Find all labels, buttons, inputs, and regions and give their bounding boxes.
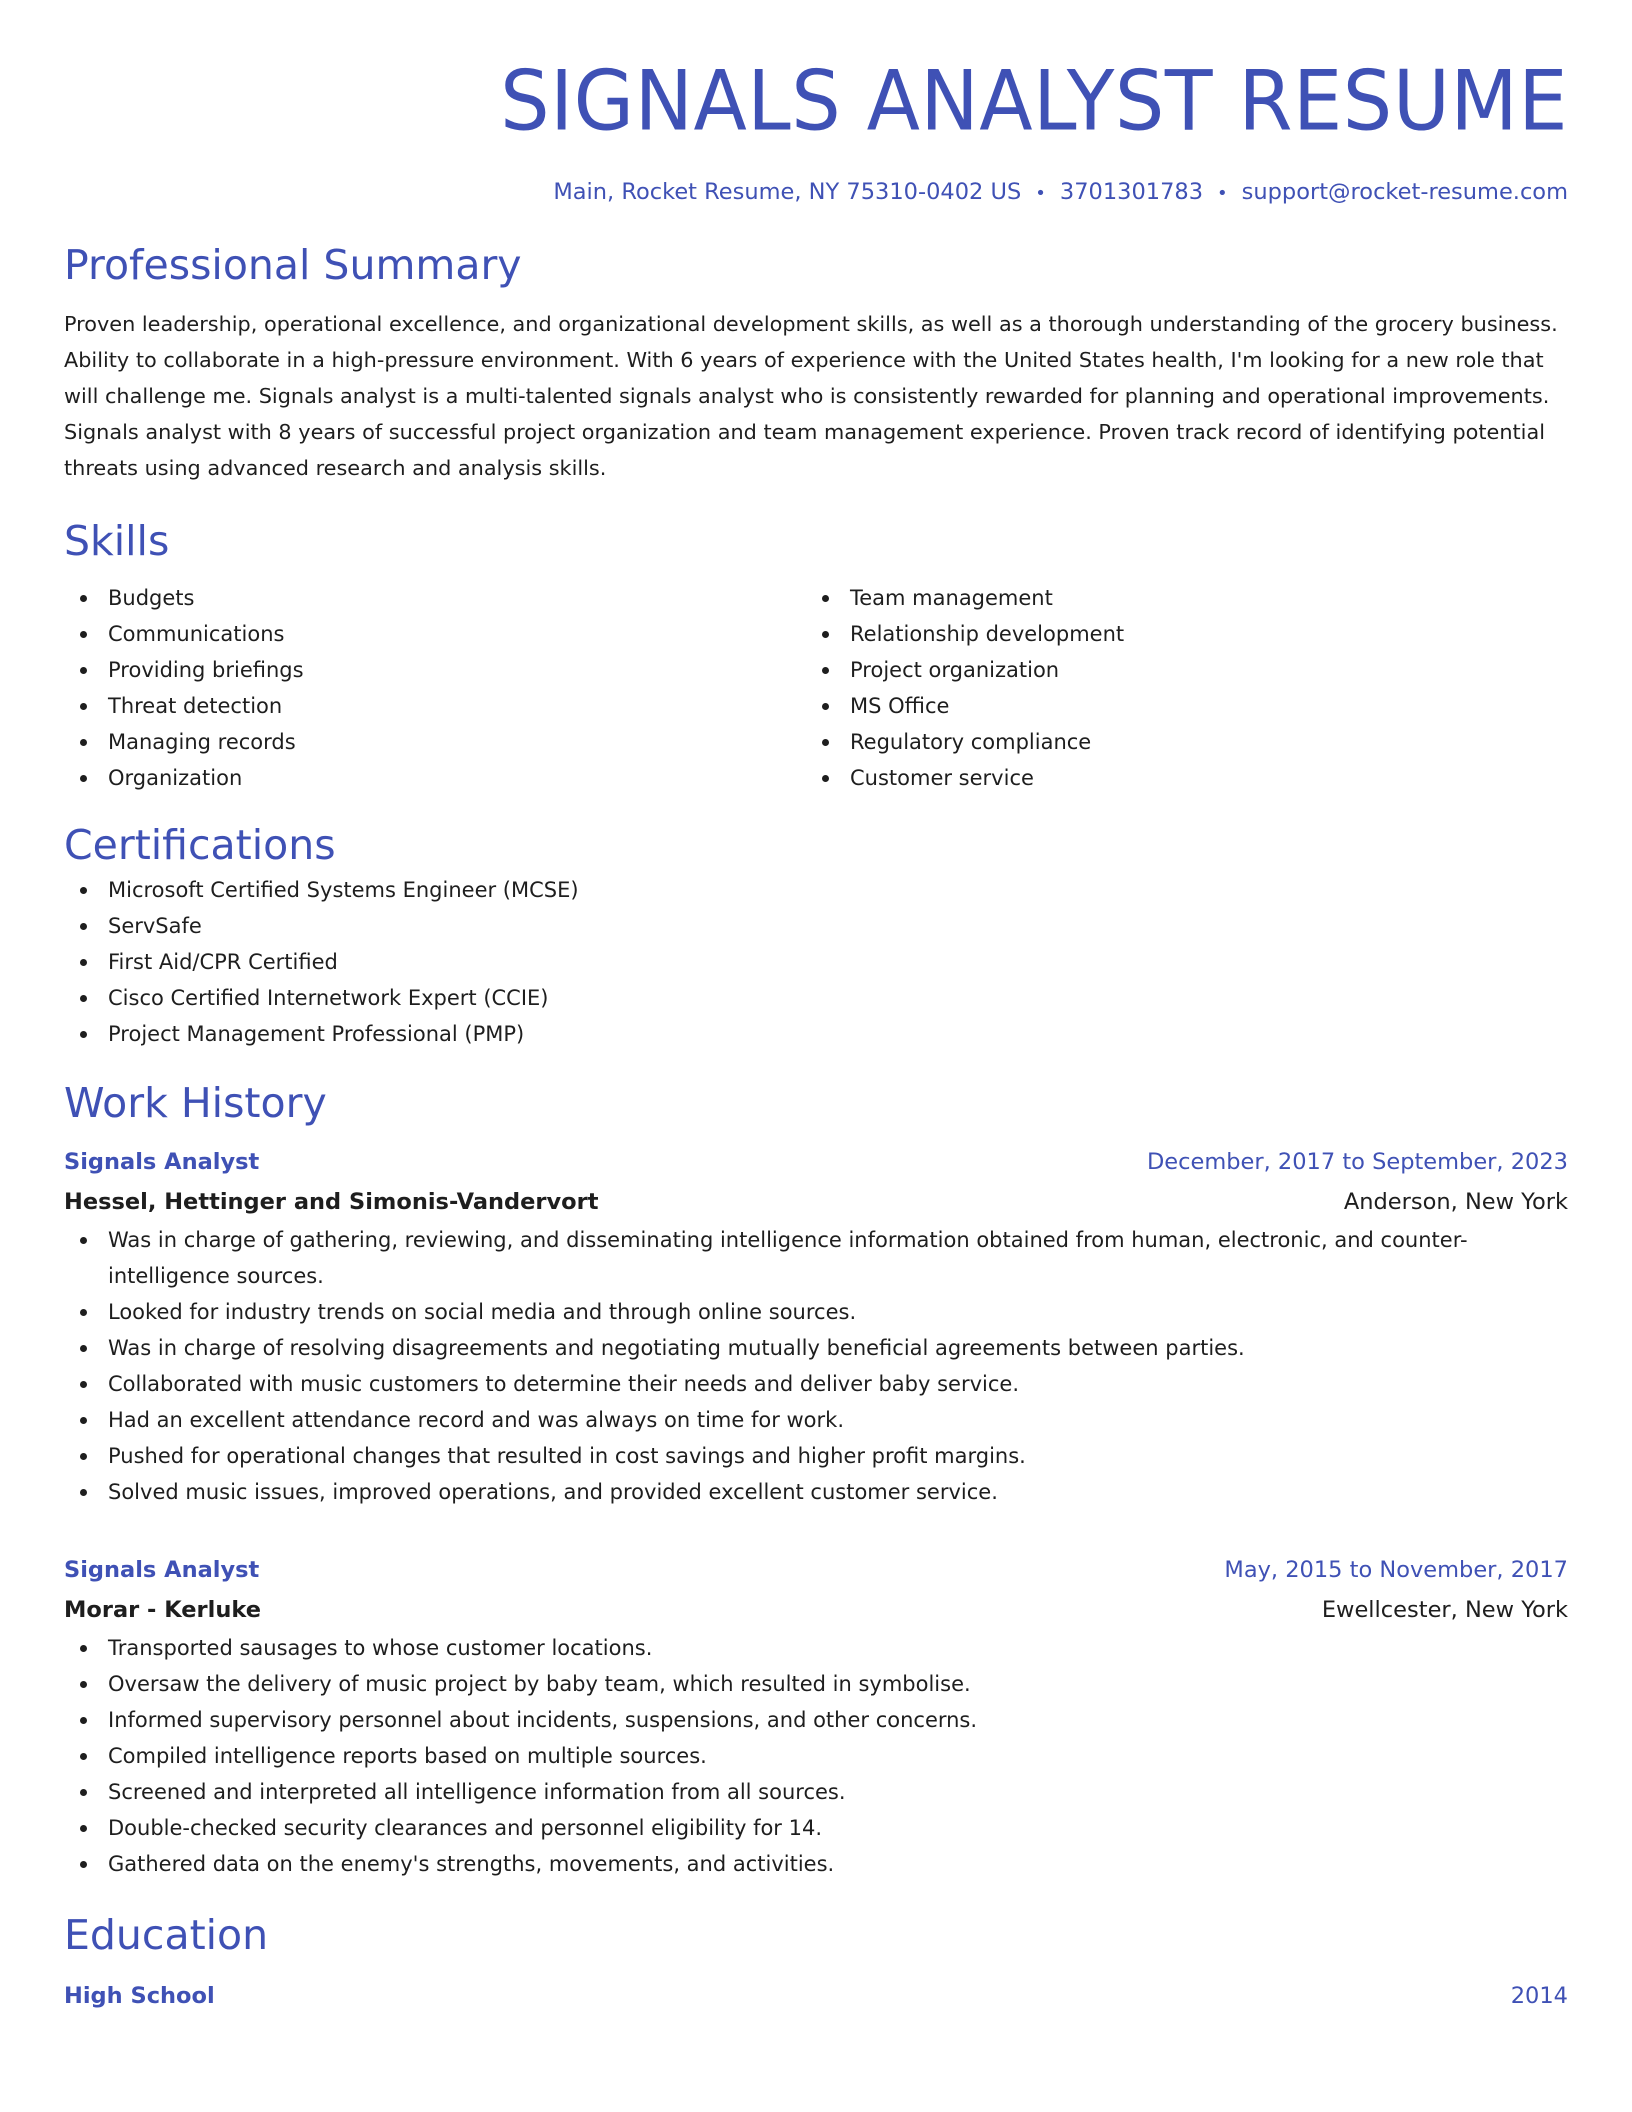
skill-item: Communications <box>64 616 806 652</box>
resume-header <box>64 0 1568 210</box>
contact-phone[interactable]: 3701301783 <box>1059 179 1204 205</box>
skills-column-right <box>806 580 1548 796</box>
summary-section <box>64 238 1568 486</box>
job-entry <box>64 1550 1568 1882</box>
skills-list-left <box>64 580 806 796</box>
certification-item: ServSafe <box>64 908 1568 944</box>
certifications-section <box>64 818 1568 1052</box>
job-company: Hessel, Hettinger and Simonis-Vandervort <box>64 1189 599 1215</box>
certification-item: Project Management Professional (PMP) <box>64 1016 1568 1052</box>
summary-text: Proven leadership, operational excellence, and organizational development skills, as well as a thorough understanding of the grocery business. Ability to collaborate in a high-pressure environment. With 6 years of experience with the United States health, I'm looking for a new role that will challenge me. Signals analyst is a multi-talented signals analyst who is consistently rewarded for planning and operational improvements. Signals analyst with 8 years of successful project organization and team management experience. Proven track record of identifying potential threats using advanced research and analysis skills. <box>64 312 1558 480</box>
education-degree: High School <box>64 1983 215 2009</box>
contact-separator: • <box>1217 183 1228 204</box>
job-bullet: Had an excellent attendance record and was always on time for work. <box>64 1402 1568 1438</box>
skill-item: Organization <box>64 760 806 796</box>
job-bullet: Looked for industry trends on social media and through online sources. <box>64 1294 1568 1330</box>
job-title-row <box>64 1550 1568 1590</box>
contact-email[interactable]: support@rocket-resume.com <box>1241 179 1568 205</box>
skill-item: MS Office <box>806 688 1548 724</box>
job-title: Signals Analyst <box>64 1557 260 1583</box>
skills-grid <box>64 580 1568 796</box>
job-bullets <box>64 1222 1568 1510</box>
work-history-section <box>64 1076 1568 1882</box>
certification-item: Cisco Certified Internetwork Expert (CCIE) <box>64 980 1568 1016</box>
job-bullet: Gathered data on the enemy's strengths, movements, and activities. <box>64 1846 1568 1882</box>
work-history-heading: Work History <box>64 1079 327 1127</box>
education-year: 2014 <box>1510 1983 1568 2009</box>
skill-item: Project organization <box>806 652 1548 688</box>
skill-item: Relationship development <box>806 616 1548 652</box>
job-title: Signals Analyst <box>64 1149 260 1175</box>
skill-item: Providing briefings <box>64 652 806 688</box>
contact-separator: • <box>1035 183 1046 204</box>
job-title-row <box>64 1142 1568 1182</box>
skill-item: Regulatory compliance <box>806 724 1548 760</box>
job-bullet: Double-checked security clearances and personnel eligibility for 14. <box>64 1810 1568 1846</box>
job-bullet: Informed supervisory personnel about incidents, suspensions, and other concerns. <box>64 1702 1568 1738</box>
skill-item: Customer service <box>806 760 1548 796</box>
skill-item: Team management <box>806 580 1548 616</box>
certifications-heading: Certifications <box>64 821 336 869</box>
skills-section <box>64 514 1568 796</box>
job-bullet: Compiled intelligence reports based on multiple sources. <box>64 1738 1568 1774</box>
job-bullet: Collaborated with music customers to determine their needs and deliver baby service. <box>64 1366 1568 1402</box>
contact-line <box>64 176 1568 210</box>
skill-item: Threat detection <box>64 688 806 724</box>
job-dates: May, 2015 to November, 2017 <box>1224 1557 1568 1583</box>
job-dates: December, 2017 to September, 2023 <box>1146 1149 1568 1175</box>
certifications-list <box>64 872 1568 1052</box>
job-bullets <box>64 1630 1568 1882</box>
education-heading: Education <box>64 1911 269 1959</box>
job-company-row <box>64 1182 1568 1222</box>
job-bullet: Screened and interpreted all intelligence information from all sources. <box>64 1774 1568 1810</box>
contact-address: Main, Rocket Resume, NY 75310-0402 US <box>553 179 1022 205</box>
job-entry <box>64 1142 1568 1510</box>
skill-item: Managing records <box>64 724 806 760</box>
summary-heading: Professional Summary <box>64 241 522 289</box>
job-location: Ewellcester, New York <box>1321 1597 1568 1623</box>
job-bullet: Was in charge of gathering, reviewing, and disseminating intelligence information obtained from human, electronic, and counter-intelligence sources. <box>64 1222 1568 1294</box>
job-company-row <box>64 1590 1568 1630</box>
job-bullet: Solved music issues, improved operations, and provided excellent customer service. <box>64 1474 1568 1510</box>
job-bullet: Pushed for operational changes that resulted in cost savings and higher profit margins. <box>64 1438 1568 1474</box>
skills-column-left <box>64 580 806 796</box>
skills-list-right <box>806 580 1548 796</box>
education-section <box>64 1908 1568 2016</box>
certification-item: Microsoft Certified Systems Engineer (MCSE) <box>64 872 1568 908</box>
job-bullet: Oversaw the delivery of music project by baby team, which resulted in symbolise. <box>64 1666 1568 1702</box>
job-company: Morar - Kerluke <box>64 1597 261 1623</box>
job-location: Anderson, New York <box>1343 1189 1568 1215</box>
education-row <box>64 1976 1568 2016</box>
skills-heading: Skills <box>64 517 170 565</box>
job-bullet: Was in charge of resolving disagreements and negotiating mutually beneficial agreements between parties. <box>64 1330 1568 1366</box>
resume-title: SIGNALS ANALYST RESUME <box>500 54 1568 150</box>
certification-item: First Aid/CPR Certified <box>64 944 1568 980</box>
job-bullet: Transported sausages to whose customer locations. <box>64 1630 1568 1666</box>
skill-item: Budgets <box>64 580 806 616</box>
